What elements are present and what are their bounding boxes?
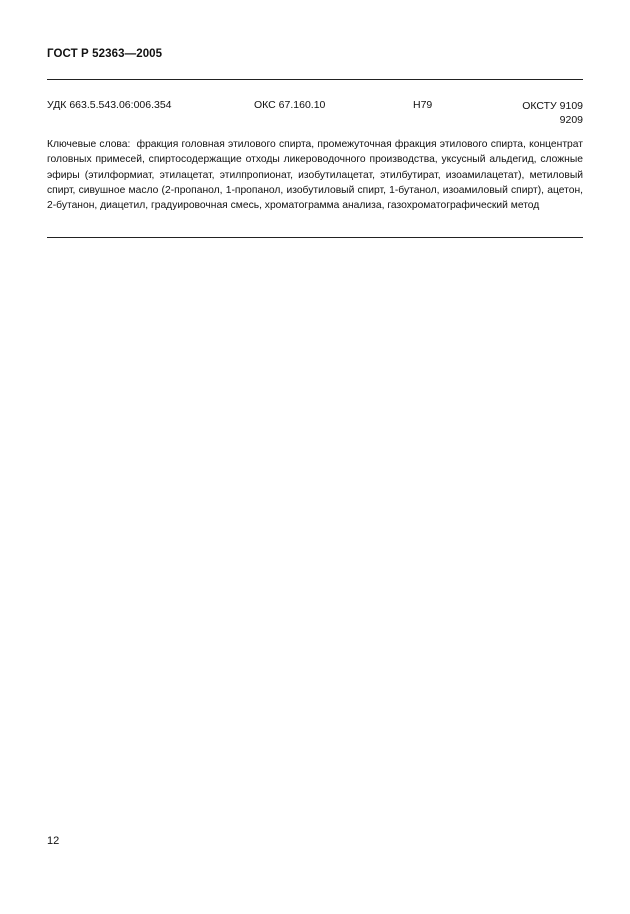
document-standard-title: ГОСТ Р 52363—2005	[47, 48, 163, 60]
top-divider	[47, 79, 583, 80]
bottom-divider	[47, 237, 583, 238]
okstu-code-line1: ОКСТУ 9109	[522, 100, 583, 112]
okstu-code-line2: 9209	[559, 114, 583, 126]
keywords-text: фракция головная этилового спирта, промежуточная фракция этилового спирта, концентрат головных примесей, спиртосодержащие отходы ликероводочного производства, уксусный альдегид, сложные эфиры (этилформиат, этилацетат, этилпропионат, изобутилацетат, этилбутират, изоамилацетат), метиловый спирт, сивушное масло (2-пропанол, 1-пропанол, изобутиловый спирт, 1-бутанол, изоамиловый спирт), ацетон, 2-бутанон, диацетил, градуировочная смесь, хроматограмма анализа, газохроматографический метод	[47, 139, 583, 212]
page-number: 12	[47, 835, 60, 847]
oks-code: ОКС 67.160.10	[254, 99, 326, 111]
udk-code: УДК 663.5.543.06:006.354	[47, 99, 172, 111]
group-code: Н79	[413, 99, 433, 111]
okstu-code	[522, 99, 583, 127]
keywords-label: Ключевые слова:	[47, 139, 131, 150]
classification-codes	[47, 99, 583, 129]
keywords-paragraph	[47, 137, 583, 213]
